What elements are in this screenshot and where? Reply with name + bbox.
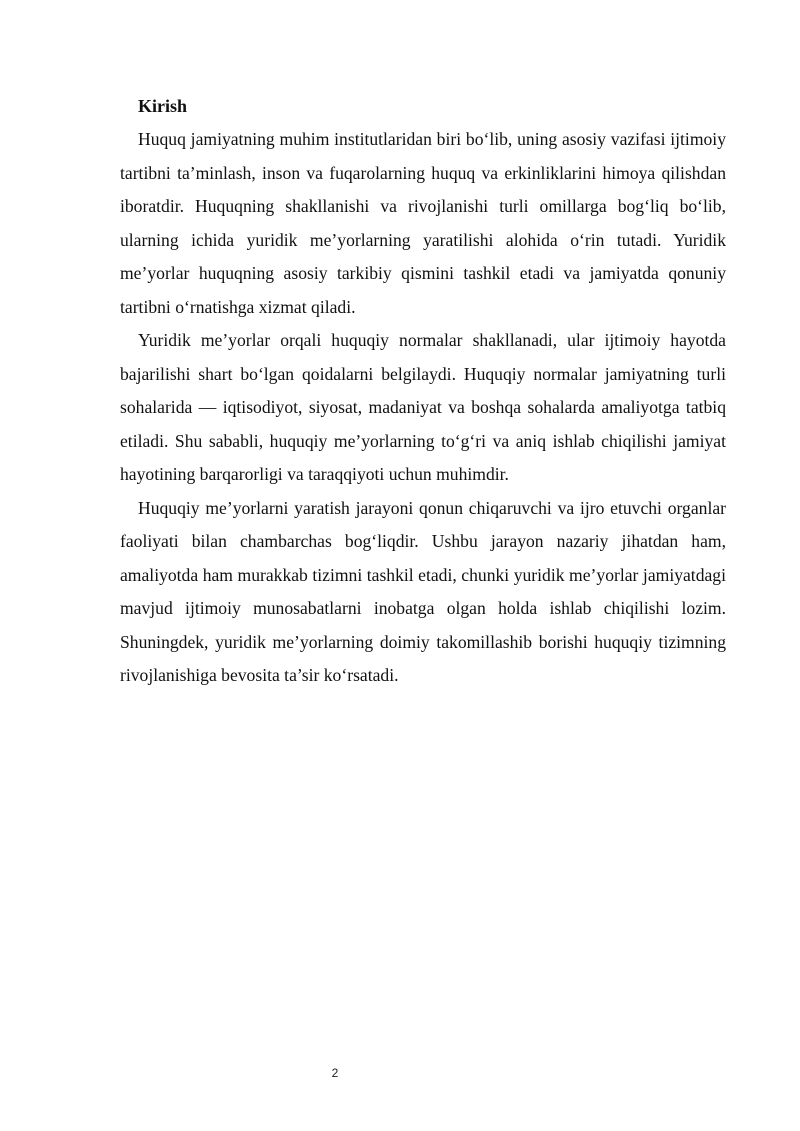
page-number: 2 [331,1066,339,1080]
paragraph-2: Yuridik me’yorlar orqali huquqiy normalar shakllanadi, ular ijtimoiy hayotda bajarilishi shart bo‘lgan qoidalarni belgilaydi. Huquqiy normalar jamiyatning turli sohalarida — iqtisodiyot, siyosat, madaniyat va boshqa sohalarda amaliyotga tatbiq etiladi. Shu sababli, huquqiy me’yorlarning to‘g‘ri va aniq ishlab chiqilishi jamiyat hayotining barqarorligi va taraqqiyoti uchun muhimdir. [120,330,726,484]
section-heading: Kirish [138,96,188,116]
paragraph-1: Huquq jamiyatning muhim institutlaridan biri bo‘lib, uning asosiy vazifasi ijtimoiy tartibni ta’minlash, inson va fuqarolarning huquq va erkinliklarini himoya qilishdan iboratdir. Huquqning shakllanishi va rivojlanishi turli omillarga bog‘liq bo‘lib, ularning ichida yuridik me’yorlarning yaratilishi alohida o‘rin tutadi. Yuridik me’yorlar huquqning asosiy tarkibiy qismini tashkil etadi va jamiyatda qonuniy tartibni o‘rnatishga xizmat qiladi. [120,129,726,317]
document-body [120,93,726,693]
paragraph-3: Huquqiy me’yorlarni yaratish jarayoni qonun chiqaruvchi va ijro etuvchi organlar faoliyati bilan chambarchas bog‘liqdir. Ushbu jarayon nazariy jihatdan ham, amaliyotda ham murakkab tizimni tashkil etadi, chunki yuridik me’yorlar jamiyatdagi mavjud ijtimoiy munosabatlarni inobatga olgan holda ishlab chiqilishi lozim. Shuningdek, yuridik me’yorlarning doimiy takomillashib borishi huquqiy tizimning rivojlanishiga bevosita ta’sir ko‘rsatadi. [120,497,726,685]
